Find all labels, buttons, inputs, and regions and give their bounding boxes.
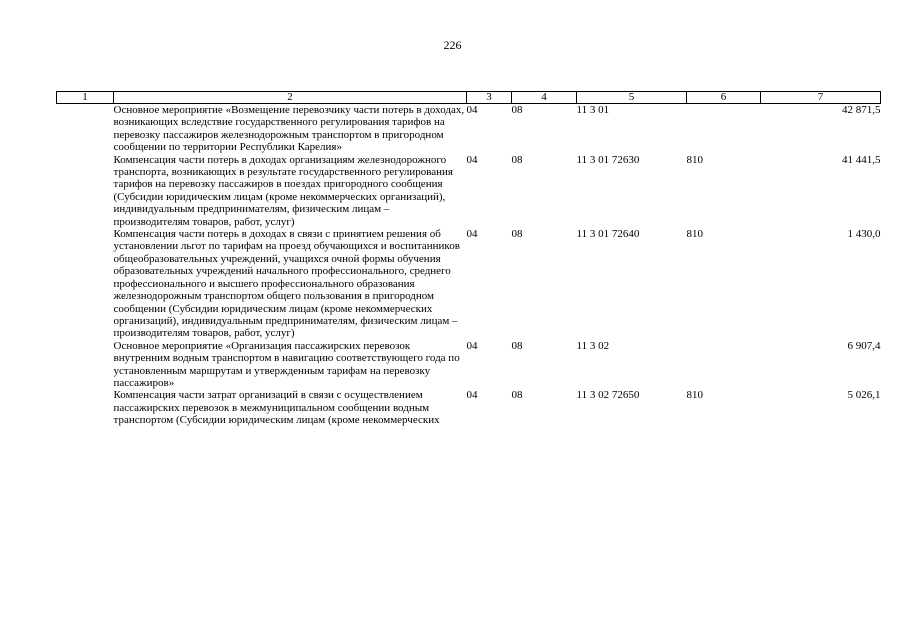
page-number: 226 bbox=[443, 38, 462, 52]
subsection-code: 08 bbox=[511, 104, 523, 116]
sum-value: 41 441,5 bbox=[842, 153, 881, 166]
section-code: 04 bbox=[466, 153, 478, 166]
section-code: 04 bbox=[466, 104, 478, 116]
item-name: Компенсация части затрат организаций в связи с осуществлением пассажирских перевозок в межмуниципальном сообщении водным транспортом (Субсидии юридическим лицам (кроме некоммерческих bbox=[113, 389, 440, 427]
target-article-code: 11 3 01 72630 bbox=[576, 153, 640, 166]
expense-type-code: 810 bbox=[686, 228, 703, 241]
header-col-5: 5 bbox=[577, 92, 687, 104]
header-col-4: 4 bbox=[512, 92, 577, 104]
expense-type-code: 810 bbox=[686, 389, 703, 402]
table-row bbox=[57, 228, 881, 340]
table-row bbox=[57, 154, 881, 228]
table-row bbox=[57, 389, 881, 426]
section-code: 04 bbox=[466, 339, 478, 352]
expense-type-code bbox=[687, 340, 761, 390]
sum-value: 42 871,5 bbox=[842, 104, 881, 116]
header-col-6: 6 bbox=[687, 92, 761, 104]
sum-value: 1 430,0 bbox=[847, 228, 881, 241]
subsection-code: 08 bbox=[511, 339, 523, 352]
expense-type-code bbox=[687, 104, 761, 154]
row-number-cell bbox=[57, 154, 114, 228]
header-col-7: 7 bbox=[761, 92, 881, 104]
item-name: Компенсация части потерь в доходах организациям железнодорожного транспорта, возникающих в результате государственного регулирования тарифов на перевозку пассажиров в поездах пригородного сообщения (Субсидии юридическим лицам (кроме некоммерческих организаций), индивидуальным предпринимателям, физическим лицам – производителям товаров, работ, услуг) bbox=[113, 153, 453, 228]
table-row bbox=[57, 104, 881, 154]
subsection-code: 08 bbox=[511, 389, 523, 402]
subsection-code: 08 bbox=[511, 228, 523, 241]
item-name: Компенсация части потерь в доходах в связи с принятием решения об установлении льгот по тарифам на проезд обучающихся и воспитанников общеобразовательных учреждений, учащихся очной формы обучения образовательных учреждений начального профессионального, среднего профессионального и высшего профессионального образования железнодорожным транспортом общего пользования в пригородном сообщении (Субсидии юридическим лицам (кроме некоммерческих организаций), индивидуальным предпринимателям, физическим лицам – производителям товаров, работ, услуг) bbox=[113, 228, 460, 340]
table-row bbox=[57, 340, 881, 390]
sum-value: 6 907,4 bbox=[847, 339, 881, 352]
header-col-1: 1 bbox=[57, 92, 114, 104]
budget-table bbox=[56, 91, 881, 427]
item-name: Основное мероприятие «Организация пассажирских перевозок внутренним водным транспортом в навигацию соответствующего года по установленным маршрутам и утвержденным тарифам на перевозку пассажиров» bbox=[113, 339, 460, 389]
target-article-code: 11 3 01 bbox=[576, 104, 610, 116]
target-article-code: 11 3 01 72640 bbox=[576, 228, 640, 241]
expense-type-code: 810 bbox=[686, 153, 703, 166]
sum-value: 5 026,1 bbox=[847, 389, 881, 402]
header-col-2: 2 bbox=[114, 92, 467, 104]
row-number-cell bbox=[57, 104, 114, 154]
header-row bbox=[57, 92, 881, 104]
subsection-code: 08 bbox=[511, 153, 523, 166]
target-article-code: 11 3 02 bbox=[576, 339, 610, 352]
row-number-cell bbox=[57, 228, 114, 340]
section-code: 04 bbox=[466, 389, 478, 402]
row-number-cell bbox=[57, 340, 114, 390]
section-code: 04 bbox=[466, 228, 478, 241]
target-article-code: 11 3 02 72650 bbox=[576, 389, 640, 402]
row-number-cell bbox=[57, 389, 114, 426]
item-name: Основное мероприятие «Возмещение перевозчику части потерь в доходах, возникающих вследствие государственного регулирования тарифов на перевозку пассажиров железнодорожным транспортом в пригородном сообщении по территории Республики Карелия» bbox=[113, 104, 465, 154]
header-col-3: 3 bbox=[467, 92, 512, 104]
